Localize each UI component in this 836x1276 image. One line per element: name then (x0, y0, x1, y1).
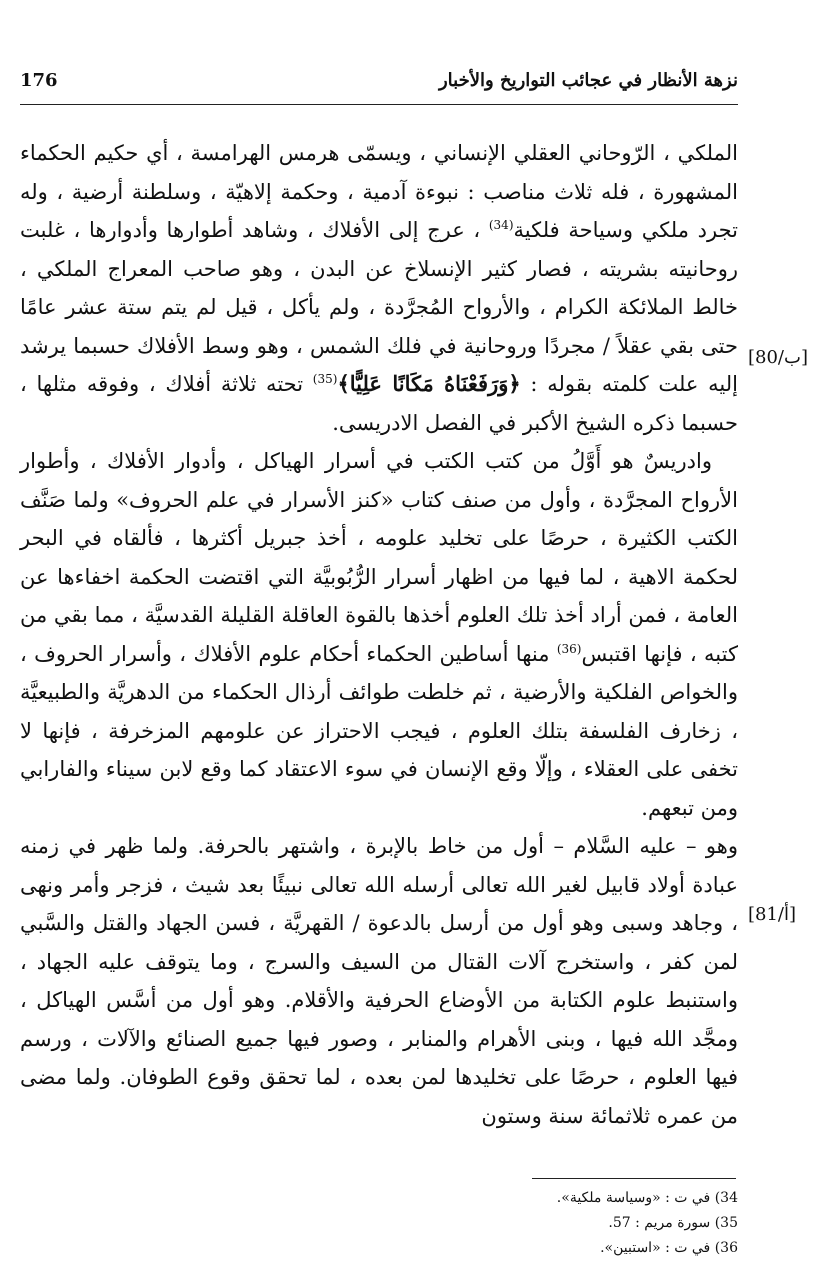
footnote-ref: (35) (312, 372, 338, 386)
footnote-divider (532, 1178, 736, 1179)
footnote-ref: (36) (556, 641, 582, 656)
main-text (20, 134, 738, 1135)
paragraph: وادريسٌ هو أَوَّلُ من كتب الكتب في أسرار الهياكل ، وأدوار الأفلاك ، وأطوار الأرواح المجرَّدة ، وأول من صنف كتاب «كنز الأسرار في علم الحروف» ولما صَنَّف الكتب الكثيرة ، حرصًا على تخليد علومه ، أخذ جبريل أكثرها ، فألقاه في البحر لحكمة الاهية ، لما فيها من اظهار أسرار الرُّبُوبيَّة التي اقتضت الحكمة اخفاءها عن العامة ، فمن أراد أخذ تلك العلوم أخذها بالقوة العاقلة القليلة القدسيَّة ، مما بقي من كتبه ، فإنها اقتبس$^{(36)}$ منها أساطين الحكماء أحكام علوم الأفلاك ، وأسرار الحروف ، والخواص الفلكية والأرضية ، ثم خلطت طوائف أرذال الحكماء من الدهريَّة والطبيعيَّة ، زخارف الفلسفة بتلك العلوم ، فيجب الاحتراز عن علومهم المزخرفة ، فإنها لا تخفى على العقلاء ، وإلّا وقع الإنسان في سوء الاعتقاد كما وقع لابن سيناء والفارابي ومن تبعهم. (20, 449, 738, 820)
margin-folio-note: [81/أ] (748, 904, 797, 925)
book-title: نزهة الأنظار في عجائب التواريخ والأخبار (438, 70, 738, 91)
footnote: 35) سورة مريم : 57. (608, 1215, 738, 1231)
page-number: 176 (20, 70, 58, 91)
margin-folio-note: [80/ب] (748, 347, 808, 368)
quran-quote: ﴿وَرَفَعْنَاهُ مَكَانًا عَلِيًّا﴾ (337, 371, 521, 396)
paragraph: وهو – عليه السَّلام – أول من خاط بالإبرة ، واشتهر بالحرفة. ولما ظهر في زمنه عبادة أولاد قابيل لغير الله تعالى أرسله الله تعالى نبيئًا بعد شيث ، فزجر وأمر ونهى ، وجاهد وسبى وهو أول من أرسل بالدعوة / القهريَّة ، فسن الجهاد والقتل والسَّبي لمن كفر ، واستخرج آلات القتال من السيف والسرج ، وما يتوقف عليه الجهاد ، واستنبط علوم الكتابة من الأوضاع الحرفية والأقلام. وهو أول من أسَّس الهياكل ، ومجَّد الله فيها ، وبنى الأهرام والمنابر ، وصور فيها جميع الصنائع والآلات ، ورسم فيها العلوم ، حرصًا على تخليدها لمن بعده ، لما تحقق وقوع الطوفان. ولما مضى من عمره ثلاثمائة سنة وستون (20, 834, 738, 1128)
running-header (20, 64, 738, 105)
footnote-ref: (34) (488, 218, 514, 232)
paragraph: الملكي ، الرّوحاني العقلي الإنساني ، ويسمّى هرمس الهرامسة ، أي حكيم الحكماء المشهورة ، فله ثلاث مناصب : نبوءة آدمية ، وحكمة إلاهيّة ، وسلطنة أرضية ، وله تجرد ملكي وسياحة فلكية$^{(34)}$ ، عرج إلى الأفلاك ، وشاهد أطوارها وأدوارها ، غلبت روحانيته بشريته ، فصار كثير الإنسلاخ عن البدن ، وهو صاحب المعراج الملكي ، خالط الملائكة الكرام ، والأرواح المُجرَّدة ، ولم يأكل ، قيل لم يتم ستة عشر عامًا حتى بقي عقلاً / مجردًا وروحانية في فلك الشمس ، وهو وسط الأفلاك حسبما يرشد إليه علت كلمته بقوله : ﴿وَرَفَعْنَاهُ مَكَانًا عَلِيًّا﴾$^{(35)}$ تحته ثلاثة أفلاك ، وفوقه مثلها ، حسبما ذكره الشيخ الأكبر في الفصل الادريسى. (20, 141, 738, 435)
footnotes (420, 1186, 738, 1261)
footnote: 34) في ت : «وسياسة ملكية». (556, 1190, 738, 1206)
footnote: 36) في ت : «استبين». (600, 1240, 738, 1256)
